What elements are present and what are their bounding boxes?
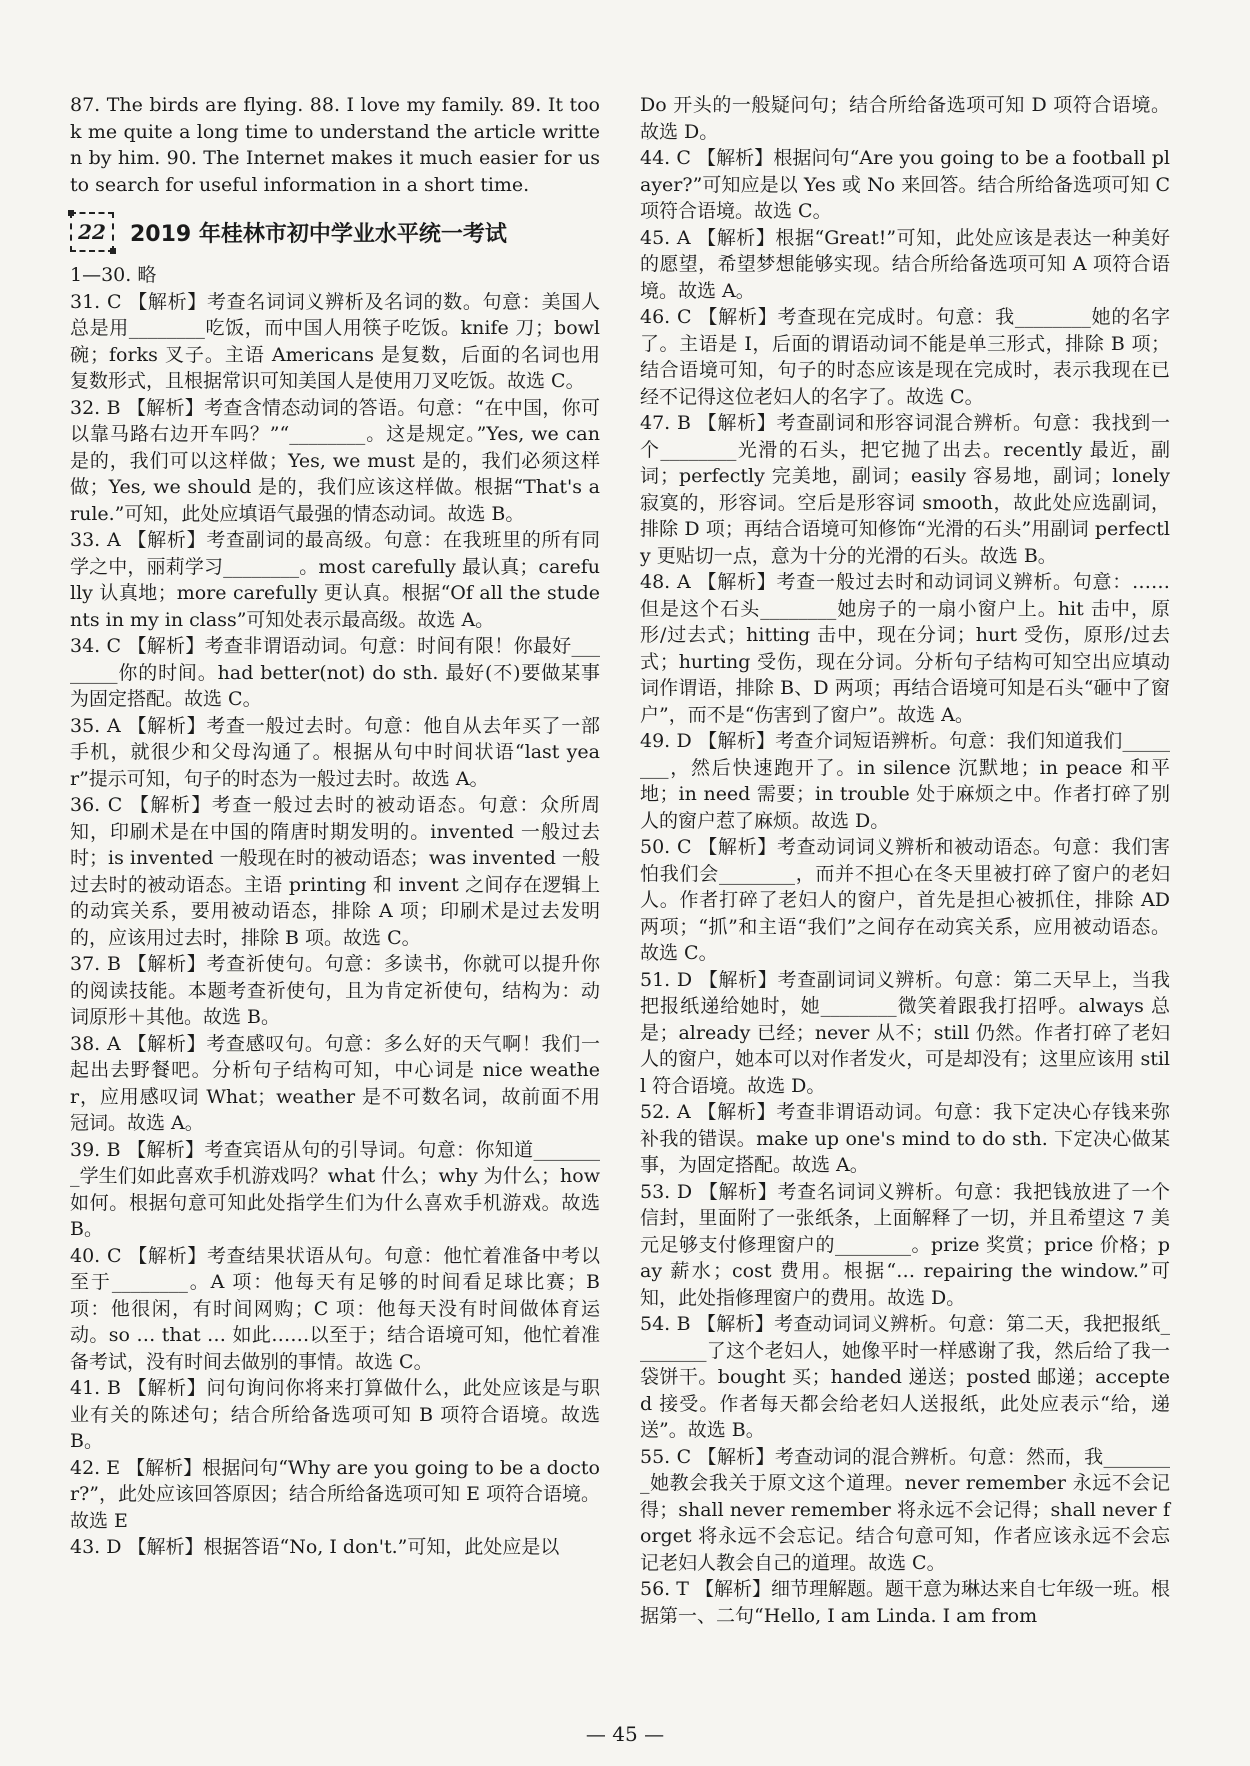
section-number-badge: 22 bbox=[70, 212, 114, 252]
right-column bbox=[640, 92, 1170, 1629]
section-heading bbox=[70, 212, 600, 252]
answer-entry: 46. C 【解析】考查现在完成时。句意：我________她的名字了。主语是 I，后面的谓语动词不能是单三形式，排除 B 项；结合语境可知，句子的时态应该是现在完成时，表示我现在已经不记得这位老妇人的名字了。故选 C。 bbox=[640, 306, 1170, 408]
answer-entry: 50. C 【解析】考查动词词义辨析和被动语态。句意：我们害怕我们会________，而并不担心在冬天里被打碎了窗户的老妇人。作者打碎了老妇人的窗户，首先是担心被抓住，排除 AD 两项；“抓”和主语“我们”之间存在动宾关系，应用被动语态。故选 C。 bbox=[640, 836, 1170, 964]
answer-entry: 56. T 【解析】细节理解题。题干意为琳达来自七年级一班。根据第一、二句“Hello, I am Linda. I am from bbox=[640, 1578, 1170, 1627]
answer-entry: 1—30. 略 bbox=[70, 264, 157, 286]
answer-entry: 48. A 【解析】考查一般过去时和动词词义辨析。句意：……但是这个石头________她房子的一扇小窗户上。hit 击中，原形/过去式；hitting 击中，现在分词；hurt 受伤，原形/过去式；hurting 受伤，现在分词。分析句子结构可知空出应填动词作谓语，排除 B、D 两项；再结合语境可知是石头“砸中了窗户”，而不是“伤害到了窗户”。故选 A。 bbox=[640, 571, 1170, 726]
answer-entry: 38. A 【解析】考查感叹句。句意：多么好的天气啊！我们一起出去野餐吧。分析句子结构可知，中心词是 nice weather，应用感叹词 What；weather 是不可数名词，故前面不用冠词。故选 A。 bbox=[70, 1032, 600, 1134]
answer-entry: 32. B 【解析】考查含情态动词的答语。句意：“在中国，你可以靠马路右边开车吗？”“________。这是规定。”Yes, we can 是的，我们可以这样做；Yes, we must 是的，我们必须这样做；Yes, we should 是的，我们应该这样做。根据“That's a rule.”可知，此处应填语气最强的情态动词。故选 B。 bbox=[70, 396, 600, 525]
answer-entry: 44. C 【解析】根据问句“Are you going to be a football player?”可知应是以 Yes 或 No 来回答。结合所给备选项可知 C 项符合语境。故选 C。 bbox=[640, 147, 1170, 222]
section-title: 2019 年桂林市初中学业水平统一考试 bbox=[130, 221, 507, 247]
answer-entry: Do 开头的一般疑问句；结合所给备选项可知 D 项符合语境。故选 D。 bbox=[640, 94, 1170, 143]
answer-entry: 36. C 【解析】考查一般过去时的被动语态。句意：众所周知，印刷术是在中国的隋唐时期发明的。invented 一般过去时；is invented 一般现在时的被动语态；was invented 一般过去时的被动语态。主语 printing 和 invent 之间存在逻辑上的动宾关系，要用被动语态，排除 A 项；印刷术是过去发明的，应该用过去时，排除 B 项。故选 C。 bbox=[70, 794, 600, 949]
answer-entry: 47. B 【解析】考查副词和形容词混合辨析。句意：我找到一个________光滑的石头，把它抛了出去。recently 最近，副词；perfectly 完美地，副词；easily 容易地，副词；lonely 寂寞的，形容词。空后是形容词 smooth，故此处应选副词，排除 D 项；再结合语境可知修饰“光滑的石头”用副词 perfectly 更贴切一点，意为十分的光滑的石头。故选 B。 bbox=[640, 412, 1170, 567]
answer-entry: 53. D 【解析】考查名词词义辨析。句意：我把钱放进了一个信封，里面附了一张纸条，上面解释了一切，并且希望这 7 美元足够支付修理窗户的________。prize 奖赏；price 价格；pay 薪水；cost 费用。根据“… repairing the window.”可知，此处指修理窗户的费用。故选 D。 bbox=[640, 1180, 1170, 1309]
answer-entry: 51. D 【解析】考查副词词义辨析。句意：第二天早上，当我把报纸递给她时，她________微笑着跟我打招呼。always 总是；already 已经；never 从不；still 仍然。作者打碎了老妇人的窗户，她本可以对作者发火，可是却没有；这里应该用 still 符合语境。故选 D。 bbox=[640, 968, 1170, 1097]
answer-entry: 40. C 【解析】考查结果状语从句。句意：他忙着准备中考以至于________。A 项：他每天有足够的时间看足球比赛；B 项：他很闲，有时间网购；C 项：他每天没有时间做体育运动。so … that … 如此……以至于；结合语境可知，他忙着准备考试，没有时间去做别的事情。故选 C。 bbox=[70, 1244, 600, 1373]
answer-entry: 37. B 【解析】考查祈使句。句意：多读书，你就可以提升你的阅读技能。本题考查祈使句，且为肯定祈使句，结构为：动词原形＋其他。故选 B。 bbox=[70, 953, 600, 1028]
answer-entry: 42. E 【解析】根据问句“Why are you going to be a doctor?”，此处应该回答原因；结合所给备选项可知 E 项符合语境。故选 E bbox=[70, 1456, 600, 1532]
answer-entry: 39. B 【解析】考查宾语从句的引导词。句意：你知道________学生们如此喜欢手机游戏吗？what 什么；why 为什么；how 如何。根据句意可知此处指学生们为什么喜欢手机游戏。故选 B。 bbox=[70, 1138, 600, 1240]
answer-entry: 41. B 【解析】问句询问你将来打算做什么，此处应该是与职业有关的陈述句；结合所给备选项可知 B 项符合语境。故选 B。 bbox=[70, 1377, 600, 1452]
answer-entry: 33. A 【解析】考查副词的最高级。句意：在我班里的所有同学之中，丽莉学习________。most carefully 最认真；carefully 认真地；more carefully 更认真。根据“Of all the students in my in class”可知处表示最高级。故选 A。 bbox=[70, 529, 600, 631]
answer-entry: 34. C 【解析】考查非谓语动词。句意：时间有限！你最好________你的时间。had better(not) do sth. 最好(不)要做某事为固定搭配。故选 C。 bbox=[70, 635, 600, 710]
intro-answers: 87. The birds are flying. 88. I love my family. 89. It took me quite a long time to understand the article written by him. 90. The Internet makes it much easier for us to search for useful information in a short time. bbox=[70, 94, 600, 196]
answer-entry: 55. C 【解析】考查动词的混合辨析。句意：然而，我________她教会我关于原文这个道理。never remember 永远不会记得；shall never remember 将永远不会记得；shall never forget 将永远不会忘记。结合句意可知，作者应该永远不会忘记老妇人教会自己的道理。故选 C。 bbox=[640, 1445, 1170, 1574]
left-column bbox=[70, 92, 600, 1561]
answer-entry: 52. A 【解析】考查非谓语动词。句意：我下定决心存钱来弥补我的错误。make up one's mind to do sth. 下定决心做某事，为固定搭配。故选 A。 bbox=[640, 1101, 1170, 1176]
answer-entry: 49. D 【解析】考查介词短语辨析。句意：我们知道我们________，然后快速跑开了。in silence 沉默地；in peace 和平地；in need 需要；in trouble 处于麻烦之中。作者打碎了别人的窗户惹了麻烦。故选 D。 bbox=[640, 730, 1170, 832]
answer-entry: 45. A 【解析】根据“Great!”可知，此处应该是表达一种美好的愿望，希望梦想能够实现。结合所给备选项可知 A 项符合语境。故选 A。 bbox=[640, 226, 1170, 302]
answer-entry: 54. B 【解析】考查动词词义辨析。句意：第二天，我把报纸________了这个老妇人，她像平时一样感谢了我，然后给了我一袋饼干。bought 买；handed 递送；posted 邮递；accepted 接受。作者每天都会给老妇人送报纸，此处应表示“给，递送”。故选 B。 bbox=[640, 1313, 1170, 1441]
answer-entry: 35. A 【解析】考查一般过去时。句意：他自从去年买了一部手机，就很少和父母沟通了。根据从句中时间状语“last year”提示可知，句子的时态为一般过去时。故选 A。 bbox=[70, 714, 600, 790]
page-number: — 45 — bbox=[585, 1722, 665, 1746]
answer-entry: 31. C 【解析】考查名词词义辨析及名词的数。句意：美国人总是用________吃饭，而中国人用筷子吃饭。knife 刀；bowl 碗；forks 叉子。主语 Americans 是复数，后面的名词也用复数形式，且根据常识可知美国人是使用刀叉吃饭。故选 C。 bbox=[70, 290, 600, 392]
answer-entry: 43. D 【解析】根据答语“No, I don't.”可知，此处应是以 bbox=[70, 1536, 560, 1558]
